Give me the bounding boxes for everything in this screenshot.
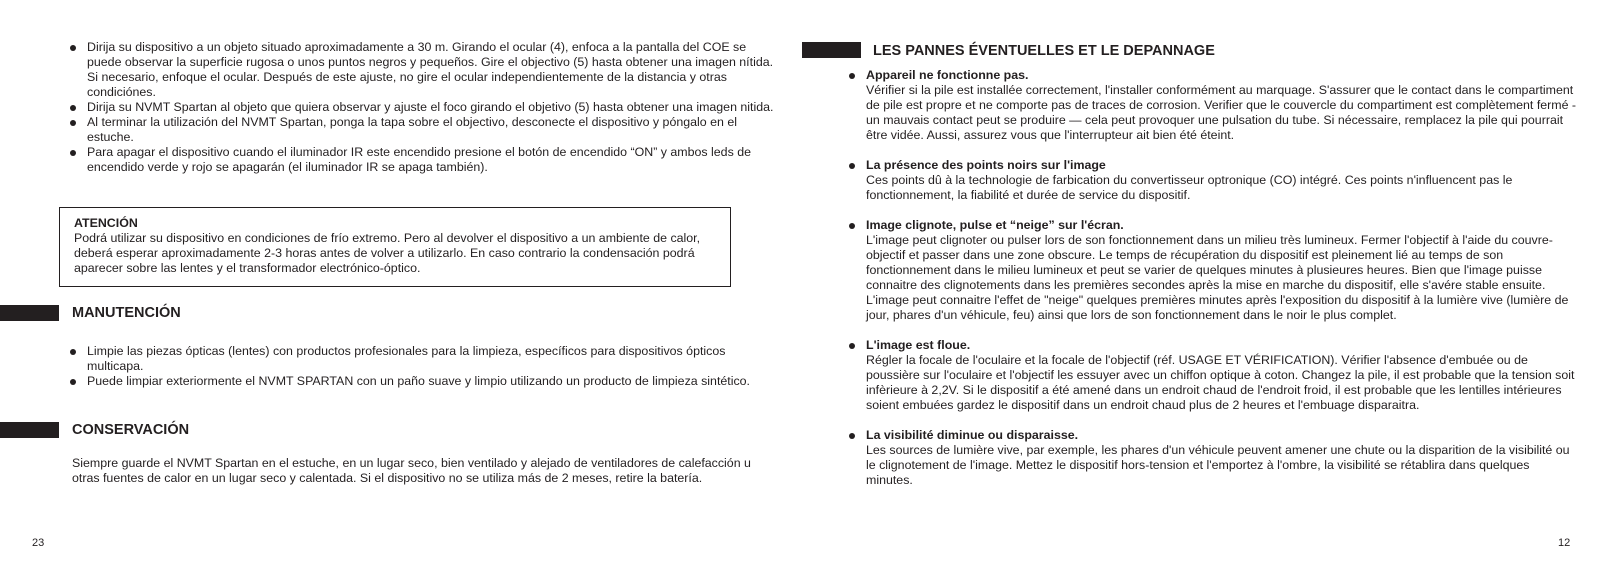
issue-item — [849, 158, 1579, 203]
issue-description: Régler la focale de l'oculaire et la focale de l'objectif (réf. USAGE ET VÉRIFICATION). Vérifier l'absence d'embuée ou de poussière sur l'oculaire et l'objectif les essuyer avec un chiffon optique à coton. Changez la pile, il est probable que la tension soit infèrieure à 2,2V. Si le dispositif a été amené dans un endroit chaud de l'endroit froid, il est probable que les lentilles intérieures soient embuées gardez le dispositif dans un endroit chaud plus de 2 heures et l'embuage disparaitra. — [866, 353, 1575, 412]
left-page — [0, 0, 790, 566]
troubleshooting-heading: LES PANNES ÉVENTUELLES ET LE DEPANNAGE — [873, 43, 1215, 59]
issue-item — [849, 428, 1579, 488]
attention-text: Podrá utilizar su dispositivo en condiciones de frío extremo. Pero al devolver el dispositivo a un ambiente de calor, deberá esperar aproximadamente 2-3 horas antes de volver a utilizarlo. En caso contrario la condensación podrá aparecer sobre las lentes y el transformador electrónico-óptico. — [74, 231, 701, 275]
issue-description: Ces points dû à la technologie de farbication du convertisseur optronique (CO) intégré. Ces points n'influencent pas le fonctionnement, la fiabilité et durée de service du dispositif. — [866, 173, 1513, 202]
maintenance-section-bar — [0, 305, 59, 321]
page-number: 12 — [1558, 537, 1571, 549]
issue-title: La visibilité diminue ou disparaisse. — [866, 428, 1079, 442]
issue-item — [849, 68, 1579, 143]
list-item: Dirija su dispositivo a un objeto situado aproximadamente a 30 m. Girando el ocular (4), enfoca a la pantalla del COE se puede observar la superficie rugosa o unos puntos negros y pequeños. Gire el objectivo (5) hasta obtener una imagen nítida. Si necesario, enfoque el ocular. Después de este ajuste, no gire el ocular independientemente de la distancia y otras condiciónes. — [70, 40, 775, 100]
troubleshooting-section-bar — [802, 42, 861, 58]
right-page — [790, 0, 1600, 566]
issue-title: L'image est floue. — [866, 338, 971, 352]
page-number: 23 — [32, 537, 45, 549]
attention-title: ATENCIÓN — [74, 216, 138, 230]
list-item: Limpie las piezas ópticas (lentes) con productos profesionales para la limpieza, específicos para dispositivos ópticos multicapa. — [70, 344, 750, 374]
issue-title: Image clignote, pulse et “neige” sur l'écran. — [866, 218, 1124, 232]
intro-instructions-list — [70, 40, 775, 175]
list-item: Puede limpiar exteriormente el NVMT SPARTAN con un paño suave y limpio utilizando un producto de limpieza sintético. — [70, 374, 750, 389]
issue-description: L'image peut clignoter ou pulser lors de son fonctionnement dans un milieu très lumineux. Fermer l'objectif à l'aide du couvre-objectif et passer dans une zone obscure. Le temps de récupération du dispositif est pleinement lié au temps de son fonctionnement dans le milieu lumineux et peut se varier de quelques minutes à plusieures heures. Bien que l'image puisse connaitre des clignotements dans les premières secondes après la mise en marche du dispositif, elle s'avére stable ensuite. L'image peut connaitre l'effet de "neige" quelques premières minutes après l'exposition du dispositif à la lumière vive (lumière de jour, phares d'un véhicule, feu) ainsi que lors de son fonctionnement dans le noir le plus complet. — [866, 233, 1569, 322]
issue-description: Les sources de lumière vive, par exemple, les phares d'un véhicule peuvent amener une chute ou la disparition de la visibilité ou le clignotement de l'image. Mettez le dispositif hors-tension et l'emportez à l'ombre, la visibilité se rétablira dans quelques minutes. — [866, 443, 1570, 487]
issue-title: La présence des points noirs sur l'image — [866, 158, 1106, 172]
issue-item — [849, 338, 1579, 413]
conservation-text: Siempre guarde el NVMT Spartan en el estuche, en un lugar seco, bien ventilado y alejado de ventiladores de calefacción u otras fuentes de calor en un lugar seco y calentada. Si el dispositivo no se utiliza más de 2 meses, retire la batería. — [72, 456, 751, 485]
issue-item — [849, 218, 1579, 323]
conservation-heading: CONSERVACIÓN — [72, 422, 190, 438]
list-item: Dirija su NVMT Spartan al objeto que quiera observar y ajuste el foco girando el objetivo (5) hasta obtener una imagen nitida. — [70, 100, 775, 115]
list-item: Al terminar la utilización del NVMT Spartan, ponga la tapa sobre el objectivo, desconecte el dispositivo y póngalo en el estuche. — [70, 115, 775, 145]
list-item: Para apagar el dispositivo cuando el iluminador IR este encendido presione el botón de encendido “ON” y ambos leds de encendido verde y rojo se apagarán (el iluminador IR se apaga también). — [70, 145, 775, 175]
maintenance-heading: MANUTENCIÓN — [72, 305, 181, 321]
issue-description: Vérifier si la pile est installée correctement, l'installer conformément au marquage. S'assurer que le contact dans le compartiment de pile est propre et ne comporte pas de traces de corrosion. Verifier que le couvercle du compartiment est complètement fermé - un mauvais contact peut se produire — cela peut provoquer une pulsation du tube. Si nécessaire, remplacez la pile qui pourrait être vidée. Aussi, assurez vous que l'interrupteur ait bien été éteint. — [866, 83, 1577, 142]
conservation-section-bar — [0, 422, 59, 438]
issue-title: Appareil ne fonctionne pas. — [866, 68, 1029, 82]
attention-box — [59, 207, 731, 287]
maintenance-list — [70, 344, 750, 389]
troubleshooting-list — [849, 68, 1579, 503]
